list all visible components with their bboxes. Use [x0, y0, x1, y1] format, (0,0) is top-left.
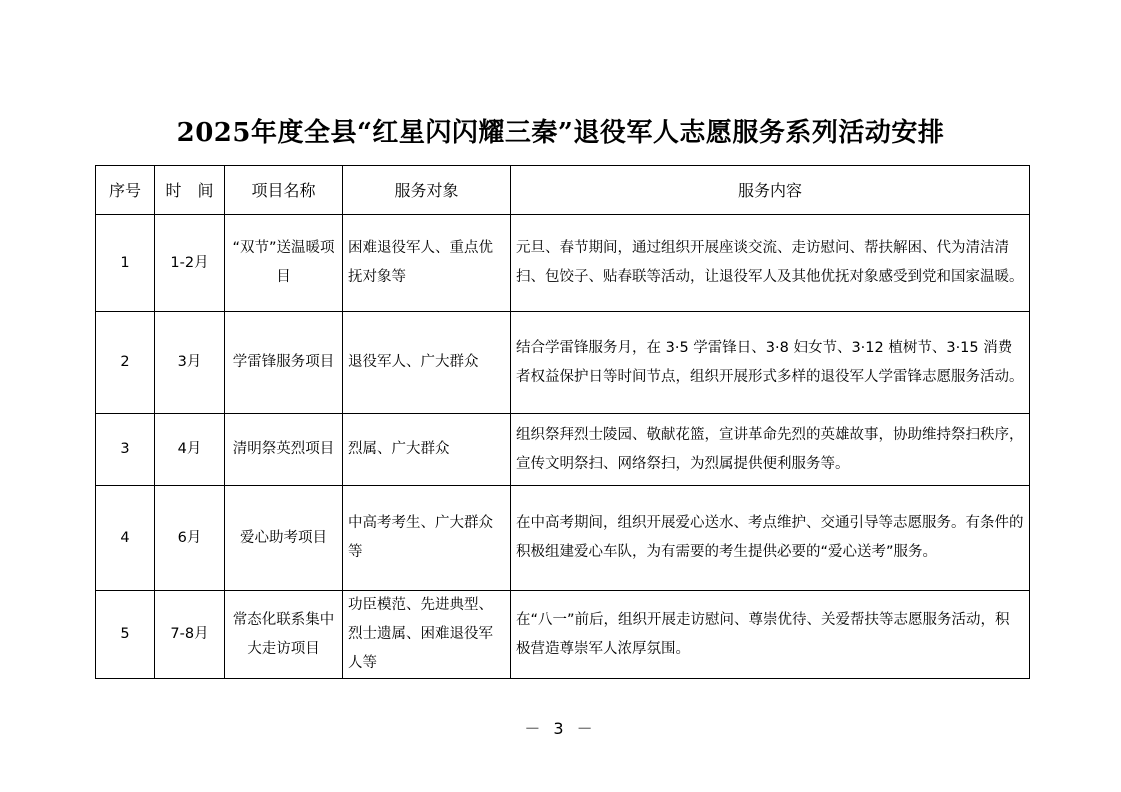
row-time: 1-2月: [155, 215, 225, 312]
page-number: － 3 －: [524, 719, 597, 738]
row-time: 6月: [155, 486, 225, 591]
row-project-name: 学雷锋服务项目: [225, 312, 343, 414]
table-row: [96, 215, 1030, 312]
row-index: 2: [96, 312, 155, 414]
row-service-content: 在中高考期间，组织开展爱心送水、考点维护、交通引导等志愿服务。有条件的积极组建爱心车队，为有需要的考生提供必要的“爱心送考”服务。: [511, 486, 1030, 591]
table-row: [96, 312, 1030, 414]
header-service-content: 服务内容: [511, 166, 1030, 215]
row-project-name: 清明祭英烈项目: [225, 414, 343, 486]
table-row: [96, 414, 1030, 486]
table-row: [96, 486, 1030, 591]
header-project-name: 项目名称: [225, 166, 343, 215]
row-service-content: 组织祭拜烈士陵园、敬献花篮，宣讲革命先烈的英雄故事，协助维持祭扫秩序，宣传文明祭扫、网络祭扫，为烈属提供便利服务等。: [511, 414, 1030, 486]
header-time: 时 间: [155, 166, 225, 215]
row-service-target: 功臣模范、先进典型、烈士遗属、困难退役军人等: [343, 591, 511, 679]
row-service-content: 在“八一”前后，组织开展走访慰问、尊崇优待、关爱帮扶等志愿服务活动，积极营造尊崇军人浓厚氛围。: [511, 591, 1030, 679]
row-project-name: 常态化联系集中大走访项目: [225, 591, 343, 679]
table-header-row: [96, 166, 1030, 215]
row-time: 4月: [155, 414, 225, 486]
row-project-name: “双节”送温暖项目: [225, 215, 343, 312]
row-service-target: 困难退役军人、重点优抚对象等: [343, 215, 511, 312]
row-time: 7-8月: [155, 591, 225, 679]
row-service-target: 烈属、广大群众: [343, 414, 511, 486]
table-row: [96, 591, 1030, 679]
row-service-target: 中高考考生、广大群众等: [343, 486, 511, 591]
row-project-name: 爱心助考项目: [225, 486, 343, 591]
activity-schedule-table: [95, 165, 1030, 679]
header-index: 序号: [96, 166, 155, 215]
row-index: 1: [96, 215, 155, 312]
header-service-target: 服务对象: [343, 166, 511, 215]
row-service-target: 退役军人、广大群众: [343, 312, 511, 414]
row-time: 3月: [155, 312, 225, 414]
row-service-content: 元旦、春节期间，通过组织开展座谈交流、走访慰问、帮扶解困、代为清洁清扫、包饺子、贴春联等活动，让退役军人及其他优抚对象感受到党和国家温暖。: [511, 215, 1030, 312]
row-service-content: 结合学雷锋服务月，在 3·5 学雷锋日、3·8 妇女节、3·12 植树节、3·15 消费者权益保护日等时间节点，组织开展形式多样的退役军人学雷锋志愿服务活动。: [511, 312, 1030, 414]
page-title: 2025年度全县“红星闪闪耀三秦”退役军人志愿服务系列活动安排: [176, 118, 945, 148]
row-index: 3: [96, 414, 155, 486]
row-index: 5: [96, 591, 155, 679]
row-index: 4: [96, 486, 155, 591]
